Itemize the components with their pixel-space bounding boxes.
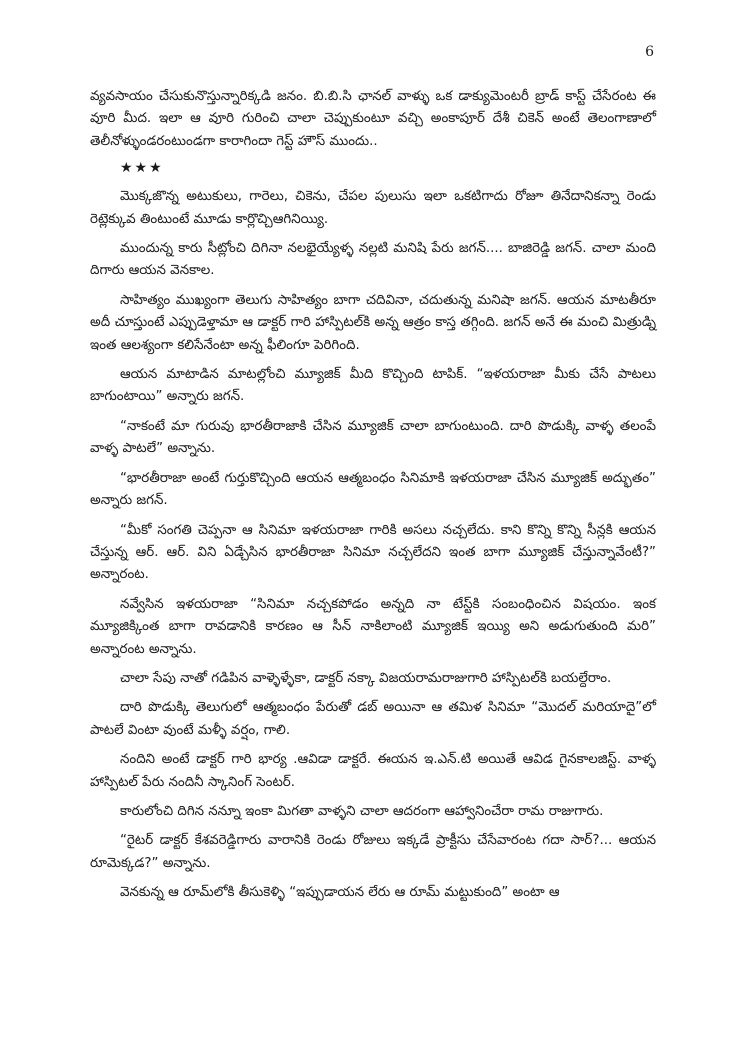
paragraph: “భారతీరాజా అంటే గుర్తుకొచ్చింది ఆయన ఆత్మబంధం సినిమాకి ఇళయరాజా చేసిన మ్యూజిక్ అద్భుతం” అన్నారు జగన్. <box>90 470 656 509</box>
section-break-stars: ★★★ <box>120 160 164 177</box>
paragraph: “రైటర్ డాక్టర్ కేశవరెడ్డిగారు వారానికి రెండు రోజులు ఇక్కడే ప్రాక్టీసు చేసేవారంట గదా సార్?... ఆయన రూమెక్కడ?” అన్నాను. <box>90 833 656 871</box>
paragraph: నందిని అంటే డాక్టర్ గారి భార్య .ఆవిడా డాక్టరే. ఈయన ఇ.ఎన్.టి అయితే ఆవిడ గైనకాలజిస్ట్. వాళ్ళ హాస్పిటల్ పేరు నందినీ స్కానింగ్ సెంటర్. <box>90 752 656 790</box>
paragraph: వ్యవసాయం చేసుకునొస్తున్నారిక్కడి జనం. బి.బి.సి ఛానల్ వాళ్ళు ఒక డాక్యుమెంటరీ బ్రాడ్ కాస్ట్ చేసేరంట ఈ వూరి మీద. ఇలా ఆ వూరి గురించి చాలా చెప్పుకుంటూ వచ్చి అంకాపూర్ దేశీ చికెన్ అంటే తెలంగాణాలో తెలీనోళ్ళుండరంటుండగా కారాగిందా గెస్ట్ హౌస్ ముందు.. <box>90 89 656 149</box>
paragraph: మొక్కజొన్న అటుకులు, గారెలు, చికెను, చేపల పులుసు ఇలా ఒకటిగాదు రోజూ తినేదానికన్నా రెండు రెట్లెక్కువ తింటుంటే మూడు కార్లొచ్చిఆగినియ్యి. <box>90 189 656 227</box>
paragraph: ముందున్న కారు సీట్లోంచి దిగినా నలభైయ్యేళ్ళ నల్లటి మనిషి పేరు జగన్.... బాజిరెడ్డి జగన్. చాలా మంది దిగారు ఆయన వెనకాల. <box>90 241 656 279</box>
paragraph: ఆయన మాటాడిన మాటల్లోంచి మ్యూజిక్ మీది కొచ్చింది టాపిక్. “ఇళయరాజా మీకు చేసే పాటలు బాగుంటాయి” అన్నారు జగన్. <box>90 367 656 405</box>
paragraph: చాలా సేపు నాతో గడిపిన వాళ్ళెళ్ళేకా, డాక్టర్ నక్కా విజయరామరాజుగారి హాస్పిటల్‌కి బయల్దేరాం. <box>120 670 612 686</box>
paragraph: నవ్వేసిన ఇళయరాజా “సినిమా నచ్చకపోడం అన్నది నా టేస్ట్‌కి సంబంధించిన విషయం. ఇంక మ్యూజిక్కింత బాగా రావడానికి కారణం ఆ సీన్ నాకిలాంటి మ్యూజిక్ ఇయ్యి అని అడుగుతుంది మరి” అన్నారంట అన్నాను. <box>90 596 656 657</box>
paragraph: “నాకంటే మా గురువు భారతీరాజాకి చేసిన మ్యూజిక్ చాలా బాగుంటుంది. దారి పొడుక్కి వాళ్ళ తలంపే వాళ్ళ పాటలే” అన్నాను. <box>90 418 656 457</box>
body-text <box>90 86 656 912</box>
page-number: 6 <box>645 44 654 60</box>
paragraph: “మీకో సంగతి చెప్పనా ఆ సినిమా ఇళయరాజా గారికి అసలు నచ్చలేదు. కాని కొన్ని కొన్ని సీన్లకి ఆయన చేస్తున్న ఆర్. ఆర్. విని ఏడ్చేసిన భారతీరాజా సినిమా నచ్చలేదని ఇంత బాగా మ్యూజిక్ చేస్తున్నావేంటీ?” అన్నారంట. <box>90 522 656 583</box>
paragraph: వెనకున్న ఆ రూమ్‌లోకి తీసుకెళ్ళి “ఇప్పుడాయన లేరు ఆ రూమ్ మట్టుకుంది” అంటా ఆ <box>120 885 560 901</box>
paragraph: కారులోంచి దిగిన నన్నూ ఇంకా మిగతా వాళ్ళని చాలా ఆదరంగా ఆహ్వానించేరా రామ రాజుగారు. <box>120 803 604 819</box>
paragraph: దారి పొడుక్కి తెలుగులో ఆత్మబంధం పేరుతో డబ్ అయినా ఆ తమిళ సినిమా “మొదల్ మరియాదై”లో పాటలే వింటా వుంటే మళ్ళీ వర్షం, గాలి. <box>90 700 656 738</box>
paragraph: సాహిత్యం ముఖ్యంగా తెలుగు సాహిత్యం బాగా చదివినా, చదుతున్న మనిషా జగన్. ఆయన మాటతీరూ అదీ చూస్తుంటే ఎప్పుడెళ్తామా ఆ డాక్టర్ గారి హాస్పిటల్‌కి అన్న ఆత్రం కాస్త తగ్గింది. జగన్ అనే ఈ మంచి మిత్రుడ్ని ఇంత ఆలశ్యంగా కలిసేనేంటా అన్న ఫీలింగూ పెరిగింది. <box>90 292 656 353</box>
